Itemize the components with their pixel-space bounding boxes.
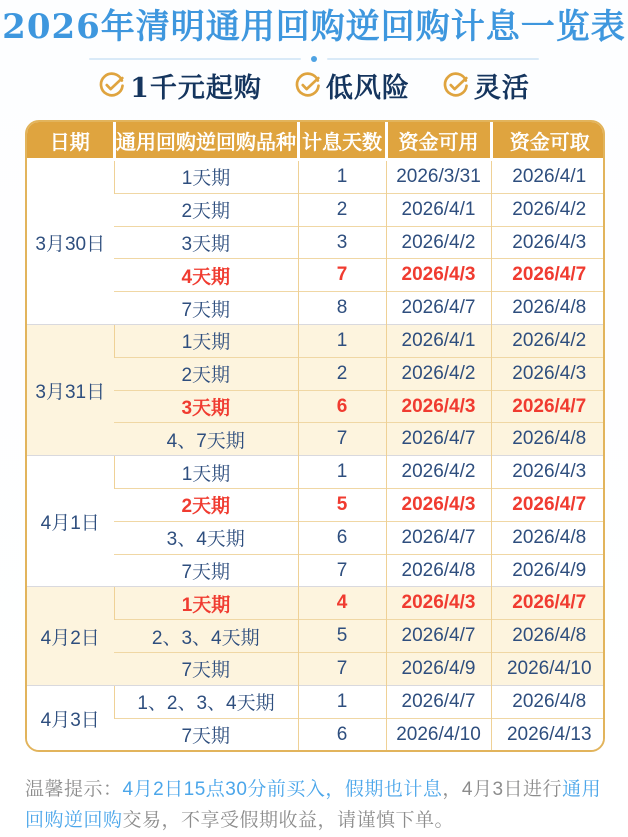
divider-line <box>89 58 301 60</box>
cell-variety: 2天期 <box>114 489 298 522</box>
table-header <box>27 122 605 160</box>
note-segment: 温馨提示： <box>25 779 123 801</box>
cell-days: 8 <box>298 292 386 325</box>
cell-withdraw: 2026/4/7 <box>491 390 605 423</box>
cell-available: 2026/4/3 <box>386 390 491 423</box>
column-header-variety: 通用回购逆回购品种 <box>114 122 298 160</box>
table-row <box>27 456 605 489</box>
cell-date: 3月30日 <box>27 160 114 325</box>
cell-days: 7 <box>298 423 386 456</box>
footer-note <box>25 775 603 837</box>
cell-variety: 1天期 <box>114 456 298 489</box>
cell-available: 2026/4/7 <box>386 423 491 456</box>
cell-variety: 3天期 <box>114 226 298 259</box>
cell-variety: 4天期 <box>114 259 298 292</box>
cell-available: 2026/4/2 <box>386 226 491 259</box>
check-circle-icon <box>442 72 469 99</box>
cell-variety: 7天期 <box>114 554 298 587</box>
table-row <box>27 653 605 686</box>
cell-days: 6 <box>298 390 386 423</box>
cell-date: 4月1日 <box>27 456 114 587</box>
cell-days: 5 <box>298 620 386 653</box>
badge-label: 低风险 <box>325 73 410 105</box>
badge-label: 1千元起购 <box>130 73 262 105</box>
cell-withdraw: 2026/4/7 <box>491 587 605 620</box>
cell-available: 2026/4/2 <box>386 456 491 489</box>
cell-withdraw: 2026/4/8 <box>491 521 605 554</box>
table-row <box>27 489 605 522</box>
cell-days: 7 <box>298 259 386 292</box>
cell-days: 1 <box>298 160 386 194</box>
cell-withdraw: 2026/4/10 <box>491 653 605 686</box>
cell-variety: 2天期 <box>114 357 298 390</box>
note-segment: 4月2日15点30分前买入，假期也计息 <box>122 779 443 801</box>
cell-withdraw: 2026/4/8 <box>491 292 605 325</box>
column-header-days: 计息天数 <box>298 122 386 160</box>
cell-variety: 1天期 <box>114 587 298 620</box>
table-row <box>27 259 605 292</box>
cell-available: 2026/4/7 <box>386 292 491 325</box>
table-row <box>27 226 605 259</box>
cell-withdraw: 2026/4/3 <box>491 456 605 489</box>
cell-days: 2 <box>298 193 386 226</box>
title-divider <box>89 56 539 62</box>
cell-available: 2026/4/8 <box>386 554 491 587</box>
cell-date: 4月2日 <box>27 587 114 685</box>
cell-available: 2026/3/31 <box>386 160 491 194</box>
cell-variety: 1、2、3、4天期 <box>114 685 298 718</box>
cell-days: 7 <box>298 653 386 686</box>
table-row <box>27 193 605 226</box>
note-segment: ，4月3日进行 <box>442 779 563 801</box>
cell-variety: 7天期 <box>114 718 298 750</box>
cell-days: 2 <box>298 357 386 390</box>
badge-flexible <box>442 66 530 105</box>
interest-table <box>25 120 605 752</box>
cell-withdraw: 2026/4/7 <box>491 259 605 292</box>
cell-withdraw: 2026/4/9 <box>491 554 605 587</box>
cell-days: 5 <box>298 489 386 522</box>
cell-variety: 1天期 <box>114 325 298 358</box>
table-row <box>27 423 605 456</box>
feature-badges <box>0 66 628 105</box>
check-circle-icon <box>294 72 321 99</box>
cell-days: 6 <box>298 521 386 554</box>
cell-days: 3 <box>298 226 386 259</box>
cell-withdraw: 2026/4/13 <box>491 718 605 750</box>
cell-available: 2026/4/3 <box>386 587 491 620</box>
cell-days: 1 <box>298 685 386 718</box>
cell-date: 3月31日 <box>27 325 114 456</box>
cell-available: 2026/4/1 <box>386 193 491 226</box>
cell-days: 7 <box>298 554 386 587</box>
cell-available: 2026/4/3 <box>386 489 491 522</box>
badge-label: 灵活 <box>473 73 530 105</box>
table-row <box>27 685 605 718</box>
cell-withdraw: 2026/4/8 <box>491 685 605 718</box>
table-body <box>27 160 605 751</box>
cell-available: 2026/4/2 <box>386 357 491 390</box>
table-row <box>27 325 605 358</box>
table-row <box>27 587 605 620</box>
table-row <box>27 357 605 390</box>
table-row <box>27 620 605 653</box>
cell-available: 2026/4/9 <box>386 653 491 686</box>
table-row <box>27 390 605 423</box>
cell-withdraw: 2026/4/2 <box>491 325 605 358</box>
cell-variety: 2、3、4天期 <box>114 620 298 653</box>
cell-variety: 4、7天期 <box>114 423 298 456</box>
cell-days: 1 <box>298 456 386 489</box>
table-row <box>27 554 605 587</box>
cell-available: 2026/4/7 <box>386 620 491 653</box>
cell-days: 1 <box>298 325 386 358</box>
divider-dot-icon <box>311 56 317 62</box>
cell-variety: 7天期 <box>114 292 298 325</box>
cell-withdraw: 2026/4/2 <box>491 193 605 226</box>
badge-low-risk <box>294 66 410 105</box>
cell-withdraw: 2026/4/8 <box>491 423 605 456</box>
table-row <box>27 718 605 750</box>
page-title: 2026年清明通用回购逆回购计息一览表 <box>2 7 626 47</box>
cell-days: 6 <box>298 718 386 750</box>
check-circle-icon <box>98 72 125 99</box>
note-segment: 通用回购逆回购 <box>25 779 602 832</box>
table-row <box>27 521 605 554</box>
cell-withdraw: 2026/4/3 <box>491 357 605 390</box>
column-header-date: 日期 <box>27 122 114 160</box>
cell-days: 4 <box>298 587 386 620</box>
cell-available: 2026/4/10 <box>386 718 491 750</box>
divider-line <box>327 58 539 60</box>
cell-variety: 1天期 <box>114 160 298 194</box>
cell-date: 4月3日 <box>27 685 114 750</box>
cell-withdraw: 2026/4/8 <box>491 620 605 653</box>
cell-withdraw: 2026/4/7 <box>491 489 605 522</box>
cell-variety: 3天期 <box>114 390 298 423</box>
cell-available: 2026/4/3 <box>386 259 491 292</box>
cell-available: 2026/4/7 <box>386 521 491 554</box>
table-row <box>27 292 605 325</box>
column-header-available: 资金可用 <box>386 122 491 160</box>
cell-available: 2026/4/7 <box>386 685 491 718</box>
column-header-withdraw: 资金可取 <box>491 122 605 160</box>
table-row <box>27 160 605 194</box>
cell-variety: 2天期 <box>114 193 298 226</box>
cell-available: 2026/4/1 <box>386 325 491 358</box>
badge-min-purchase <box>98 66 262 105</box>
cell-withdraw: 2026/4/3 <box>491 226 605 259</box>
cell-variety: 7天期 <box>114 653 298 686</box>
cell-withdraw: 2026/4/1 <box>491 160 605 194</box>
cell-variety: 3、4天期 <box>114 521 298 554</box>
note-segment: 交易，不享受假期收益，请谨慎下单。 <box>122 810 455 832</box>
